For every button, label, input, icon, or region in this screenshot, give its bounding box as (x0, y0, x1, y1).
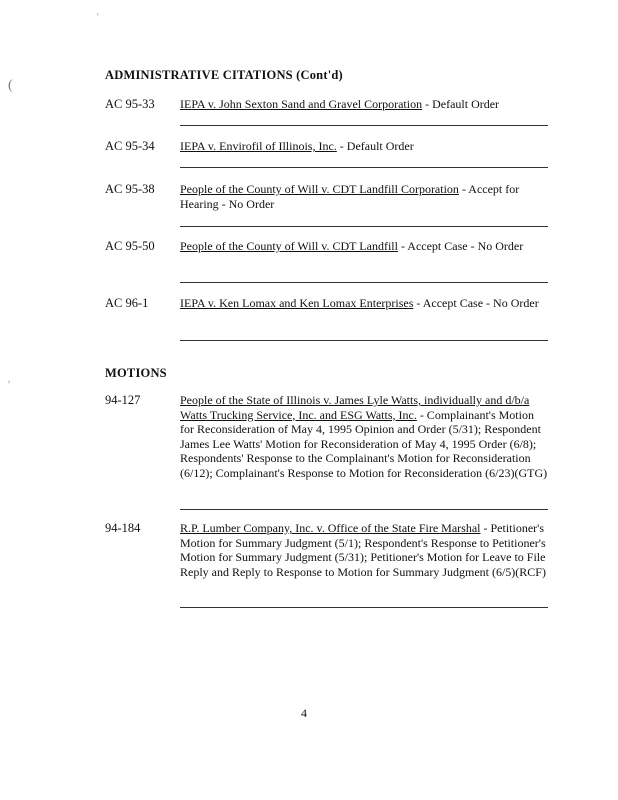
scan-mark: ' (97, 12, 99, 22)
entry-text (180, 296, 548, 311)
case-caption: IEPA v. John Sexton Sand and Gravel Corporation (180, 97, 423, 111)
scan-mark: , (8, 374, 11, 384)
separator-rule (180, 125, 548, 126)
case-caption: IEPA v. Ken Lomax and Ken Lomax Enterprises (180, 296, 414, 310)
citation-entry (105, 182, 550, 230)
case-caption: IEPA v. Envirofil of Illinois, Inc. (180, 139, 337, 153)
motion-entry (105, 393, 550, 513)
case-disposition: - Accept Case - No Order (397, 239, 524, 253)
docket-number: 94-184 (105, 521, 141, 535)
separator-rule (180, 226, 548, 227)
separator-rule (180, 340, 548, 341)
citation-entry (105, 296, 550, 344)
citation-entry (105, 139, 550, 173)
motion-details: - Complainant's Motion for Reconsideration of May 4, 1995 Opinion and Order (5/31); Respondent James Lee Watts' Motion for Reconsideration of May 4, 1995 Order (6/8); Respondents' Response to the Complainant's Motion for Reconsideration (6/12); Complainant's Response to Motion for Reconsideration (6/23)(GTG) (180, 407, 548, 480)
citation-entry (105, 239, 550, 287)
entry-text (180, 239, 548, 254)
separator-rule (180, 282, 548, 283)
docket-number: AC 95-33 (105, 97, 155, 111)
scan-mark: ( (8, 78, 13, 93)
entry-text (180, 182, 548, 211)
case-disposition: - Default Order (336, 139, 414, 153)
section-heading-motions: MOTIONS (105, 366, 167, 380)
separator-rule (180, 167, 548, 168)
entry-text (180, 393, 548, 481)
docket-number: AC 95-50 (105, 239, 155, 253)
motion-entry (105, 521, 550, 611)
case-disposition: - Accept Case - No Order (413, 296, 539, 310)
case-caption: People of the County of Will v. CDT Landfill (180, 239, 398, 253)
motion-details: - Petitioner's Motion for Summary Judgment (5/1); Respondent's Response to Petitioner's Motion for Summary Judgment (5/31); Petitioner's Motion for Leave to File Reply and Reply to Response to Motion for Summary Judgment (6/5)(RCF) (180, 521, 546, 579)
case-caption: People of the County of Will v. CDT Landfill Corporation (180, 182, 459, 196)
entry-text (180, 97, 548, 112)
separator-rule (180, 509, 548, 510)
page-number: 4 (301, 706, 307, 720)
case-disposition: - Accept for Hearing - No Order (180, 182, 520, 211)
entry-text (180, 521, 548, 579)
citation-entry (105, 97, 550, 131)
docket-number: AC 96-1 (105, 296, 149, 310)
case-disposition: - Default Order (422, 97, 500, 111)
section-heading-admin-citations: ADMINISTRATIVE CITATIONS (Cont'd) (105, 68, 343, 82)
entry-text (180, 139, 548, 154)
case-caption: R.P. Lumber Company, Inc. v. Office of the State Fire Marshal (180, 521, 481, 535)
case-caption: People of the State of Illinois v. James Lyle Watts, individually and d/b/a Watts Trucking Service, Inc. and ESG Watts, Inc. (180, 393, 530, 422)
docket-number: 94-127 (105, 393, 141, 407)
docket-number: AC 95-34 (105, 139, 155, 153)
docket-number: AC 95-38 (105, 182, 155, 196)
separator-rule (180, 607, 548, 608)
